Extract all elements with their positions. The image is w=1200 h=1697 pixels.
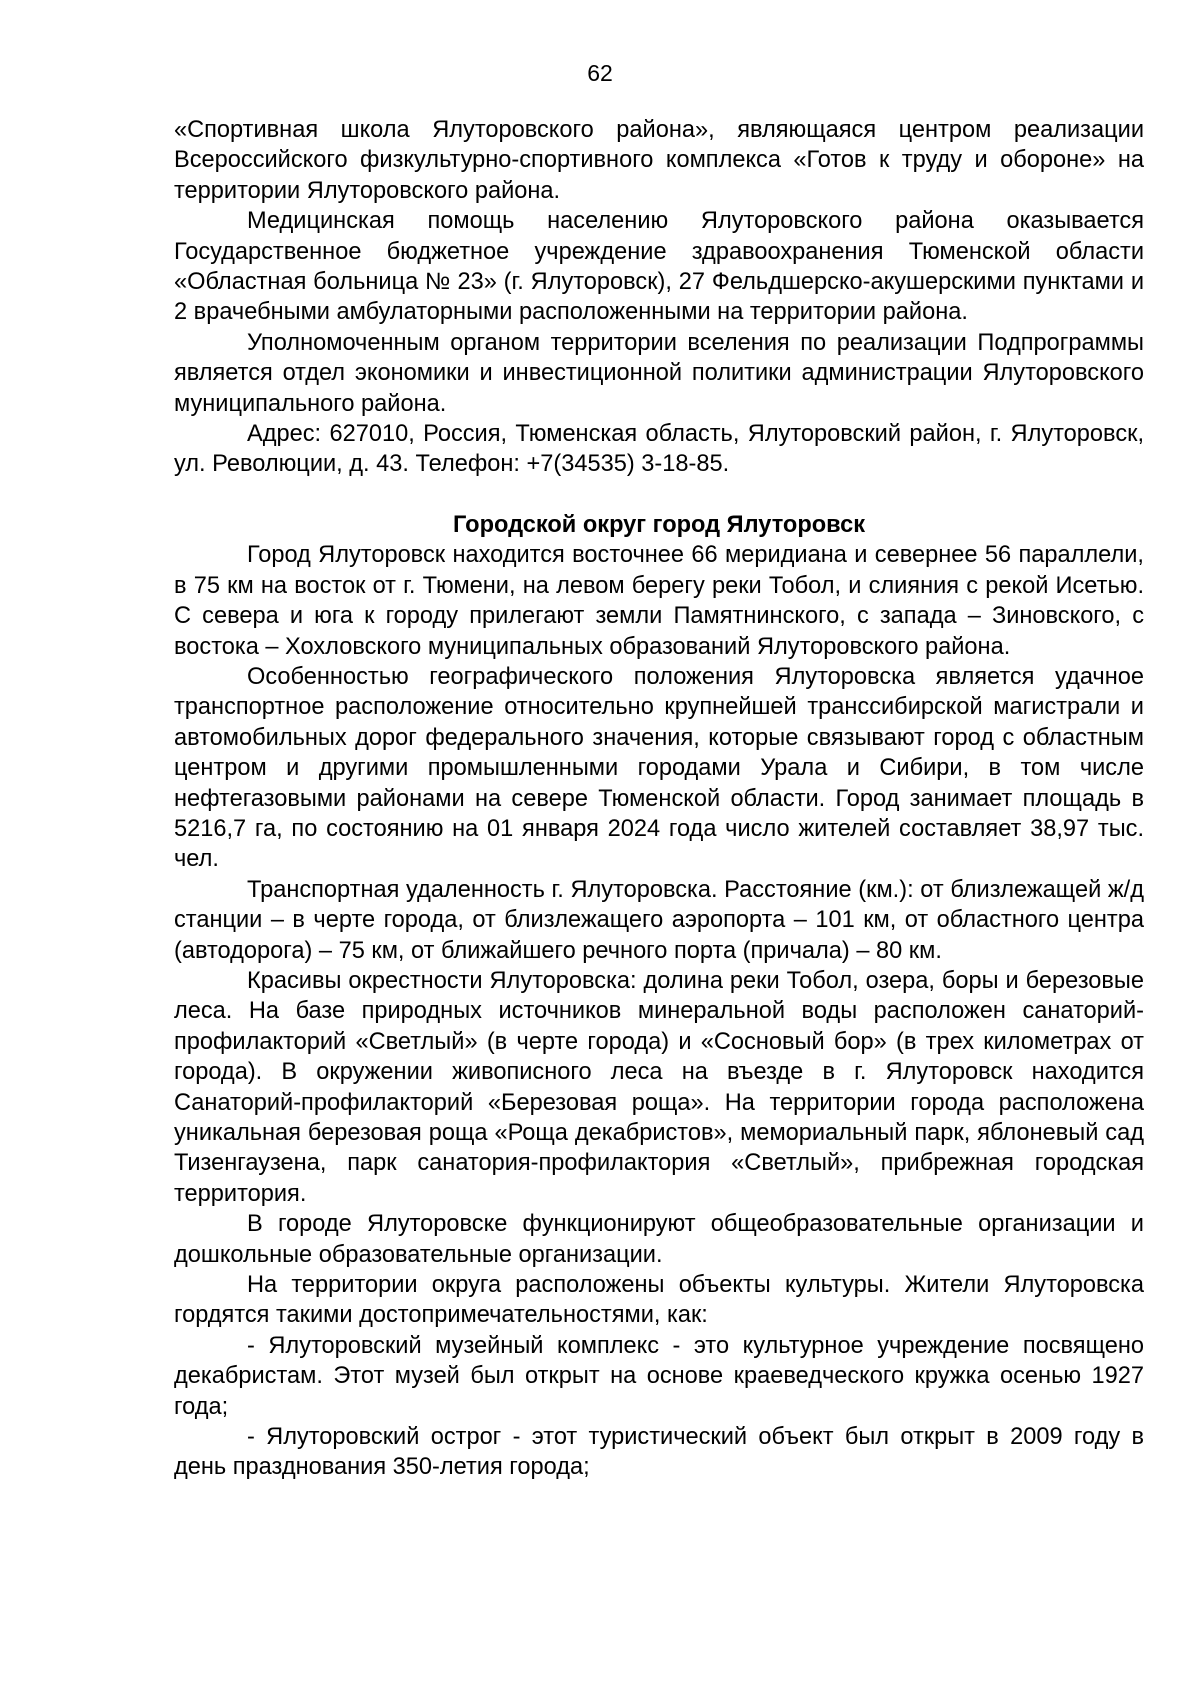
list-item: - Ялуторовский острог - этот туристический объект был открыт в 2009 году в день празднования 350-летия города; bbox=[174, 1424, 1144, 1481]
paragraph: Транспортная удаленность г. Ялуторовска. Расстояние (км.): от близлежащей ж/д станции – в черте города, от близлежащего аэропорта – 101 км, от областного центра (автодорога) – 75 км, от ближайшего речного порта (причала) – 80 км. bbox=[174, 876, 1144, 964]
paragraph: Красивы окрестности Ялуторовска: долина реки Тобол, озера, боры и березовые леса. На базе природных источников минеральной воды расположен санаторий-профилакторий «Светлый» (в черте города) и «Сосновый бор» (в трех километрах от города). В окружении живописного леса на въезде в г. Ялуторовск находится Санаторий-профилакторий «Березовая роща». На территории города расположена уникальная березовая роща «Роща декабристов», мемориальный парк, яблоневый сад Тизенгаузена, парк санатория-профилактория «Светлый», прибрежная городская территория. bbox=[174, 967, 1144, 1207]
document-body bbox=[174, 115, 1144, 1483]
paragraph: Город Ялуторовск находится восточнее 66 меридиана и севернее 56 параллели, в 75 км на восток от г. Тюмени, на левом берегу реки Тобол, и слияния с рекой Исетью. С севера и юга к городу прилегают земли Памятнинского, с запада – Зиновского, с востока – Хохловского муниципальных образований Ялуторовского района. bbox=[174, 542, 1144, 660]
paragraph: Медицинская помощь населению Ялуторовского района оказывается Государственное бюджетное учреждение здравоохранения Тюменской области «Областная больница № 23» (г. Ялуторовск), 27 Фельдшерско-акушерскими пунктами и 2 врачебными амбулаторными расположенными на территории района. bbox=[174, 208, 1144, 326]
paragraph: В городе Ялуторовске функционируют общеобразовательные организации и дошкольные образовательные организации. bbox=[174, 1211, 1144, 1268]
paragraph: Адрес: 627010, Россия, Тюменская область, Ялуторовский район, г. Ялуторовск, ул. Революции, д. 43. Телефон: +7(34535) 3-18-85. bbox=[174, 421, 1144, 478]
list-item: - Ялуторовский музейный комплекс - это культурное учреждение посвящено декабристам. Этот музей был открыт на основе краеведческого кружка осенью 1927 года; bbox=[174, 1332, 1144, 1420]
page-number: 62 bbox=[587, 60, 613, 86]
paragraph: Особенностью географического положения Ялуторовска является удачное транспортное расположение относительно крупнейшей транссибирской магистрали и автомобильных дорог федерального значения, которые связывают город с областным центром и другими промышленными городами Урала и Сибири, в том числе нефтегазовыми районами на севере Тюменской области. Город занимает площадь в 5216,7 га, по состоянию на 01 января 2024 года число жителей составляет 38,97 тыс. чел. bbox=[174, 663, 1144, 873]
paragraph: Уполномоченным органом территории вселения по реализации Подпрограммы является отдел экономики и инвестиционной политики администрации Ялуторовского муниципального района. bbox=[174, 329, 1144, 417]
paragraph: «Спортивная школа Ялуторовского района», являющаяся центром реализации Всероссийского физкультурно-спортивного комплекса «Готов к труду и обороне» на территории Ялуторовского района. bbox=[174, 117, 1144, 204]
section-heading: Городской округ город Ялуторовск bbox=[452, 511, 866, 538]
paragraph: На территории округа расположены объекты культуры. Жители Ялуторовска гордятся такими достопримечательностями, как: bbox=[174, 1272, 1144, 1329]
